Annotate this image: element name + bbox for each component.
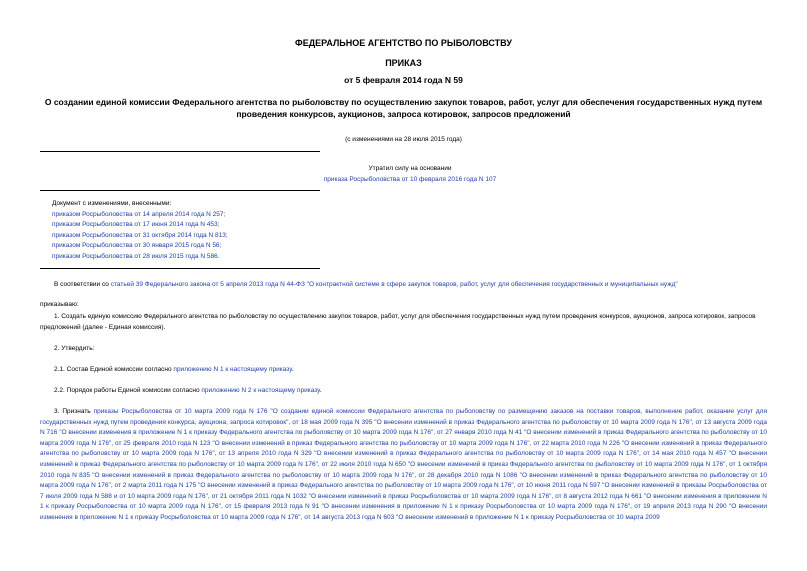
amendments-heading: Документ с изменениями, внесенными: [52, 200, 172, 207]
item-2-2 [40, 386, 767, 397]
amendment-note: (с изменениями на 28 июля 2015 года) [345, 136, 462, 143]
divider [40, 151, 320, 152]
basis-text: В соответствии со [54, 281, 111, 288]
item-2-2-text: 2.2. Порядок работы Единой комиссии согласно [54, 387, 202, 394]
item-2-1-text: 2.1. Состав Единой комиссии согласно [54, 366, 174, 373]
document-title: О создании единой комиссии Федерального агентства по рыболовству по осуществлению закупок товаров, работ, услуг для обеспечения государственных нужд путем проведения конкурсов, аукционов, запроса котировок, запросов предложений [44, 97, 763, 119]
item-2: 2. Утвердить: [54, 345, 95, 352]
orders-line: приказываю: [40, 301, 79, 308]
document-date-number: от 5 февраля 2014 года N 59 [344, 75, 463, 85]
item-3-text: 3. Признать [54, 408, 94, 415]
lost-force-notice [300, 163, 520, 185]
item-2-1 [40, 365, 767, 376]
divider [40, 268, 320, 269]
federal-law-link[interactable]: статьей 39 Федерального закона от 5 апреля 2013 года N 44-ФЗ "О контрактной системе в сфере закупок товаров, работ, услуг для обеспечения государственных и муниципальных нужд" [110, 281, 678, 288]
amendments-list [52, 199, 228, 263]
divider [40, 190, 320, 191]
item-1: 1. Создать единую комиссию Федерального агентства по рыболовству по осуществлению закупок товаров, работ, услуг для обеспечения государственных нужд путем проведения конкурсов, аукционов, запроса котировок, запросов предложений (далее - Единая комиссия). [40, 313, 756, 331]
appendix-1-link[interactable]: приложению N 1 к настоящему приказу [173, 366, 292, 373]
amendment-link[interactable]: приказом Росрыболовства от 31 октября 2014 года N 813; [52, 231, 228, 239]
item-2-1-end: . [291, 366, 294, 373]
amendment-link[interactable]: приказом Росрыболовства от 17 июня 2014 года N 453; [52, 221, 220, 229]
amendment-link[interactable]: приказом Росрыболовства от 28 июля 2015 года N 586. [52, 252, 220, 260]
amendment-link[interactable]: приказом Росрыболовства от 14 апреля 2014 года N 257; [52, 210, 226, 218]
repealed-orders-link[interactable]: приказы Росрыболовства от 10 марта 2009 года N 176 "О создании единой комиссии Федерального агентства по рыболовству по размещению заказов на поставки товаров, выполнение работ, оказание услуг для государственных нужд путем проведения конкурса, аукциона, запроса котировок", от 18 мая 2009 года N 395 "О внесении изменений в приказ Федерального агентства по рыболовству от 10 марта 2009 года N 176", от 13 августа 2009 года N 716 "О внесении изменения в приложение N 1 к приказу Федерального агентства по рыболовству от 10 марта 2009 года N 176", от 27 января 2010 года N 41 "О внесении изменений в приказ Федерального агентства по рыболовству от 10 марта 2009 года N 176", от 25 февраля 2010 года N 123 "О внесении изменений в приказ Федерального агентства по рыболовству от 10 марта 2009 года N 176", от 22 марта 2010 года N 226 "О внесении изменений в приказ Федерального агентства по рыболовству от 10 марта 2009 года N 176", от 13 апреля 2010 года N 329 "О внесении изменений в приказ Федерального агентства по рыболовству от 10 марта 2009 года N 176", от 14 мая 2010 года N 457 "О внесении изменений в приказ Федерального агентства по рыболовству от 10 марта 2009 года N 176", от 22 июля 2010 года N 650 "О внесении изменений в приказ Федерального агентства по рыболовству от 10 марта 2009 года N 176", от 1 октября 2010 года N 835 "О внесении изменений в приказ Федерального агентства по рыболовству от 10 марта 2009 года N 176", от 28 декабря 2010 года N 1086 "О внесении изменений в приказ Федерального агентства по рыболовству от 10 марта 2009 года N 176", от 2 марта 2011 года N 175 "О внесении изменений в приказ Федерального агентства по рыболовству от 10 марта 2009 года N 176", от 10 июня 2011 года N 597 "О внесении изменений в приказы Росрыболовства от 7 июля 2009 года N 588 и от 10 марта 2009 года N 176", от 21 октября 2011 года N 1032 "О внесении изменений в приказ Росрыболовства от 10 марта 2009 года N 176", от 8 августа 2012 года N 661 "О внесении изменения в приложение N 1 к приказу Росрыболовства от 10 марта 2009 года N 176", от 15 февраля 2013 года N 91 "О внесении изменения в приложение N 1 к приказу Росрыболовства от 10 марта 2009 года N 176", от 19 апреля 2013 года N 290 "О внесении изменения в приложение N 1 к приказу Росрыболовства от 10 марта 2009 года N 176", от 14 августа 2013 года N 603 "О внесении изменений в приложение N 1 к приказу Росрыболовства от 10 марта 2009 [40, 408, 767, 521]
agency-heading: ФЕДЕРАЛЬНОЕ АГЕНТСТВО ПО РЫБОЛОВСТВУ [295, 38, 512, 48]
amendment-link[interactable]: приказом Росрыболовства от 30 января 2015 года N 56; [52, 242, 222, 250]
lost-force-link[interactable]: приказа Росрыболовства от 10 февраля 2016 года N 107 [323, 176, 497, 183]
basis-paragraph [40, 280, 767, 291]
item-2-2-end: . [319, 387, 322, 394]
item-3 [40, 407, 767, 524]
document-type: ПРИКАЗ [385, 58, 422, 68]
appendix-2-link[interactable]: приложению N 2 к настоящему приказу [201, 387, 320, 394]
lost-force-text: Утратил силу на основании [368, 165, 452, 172]
